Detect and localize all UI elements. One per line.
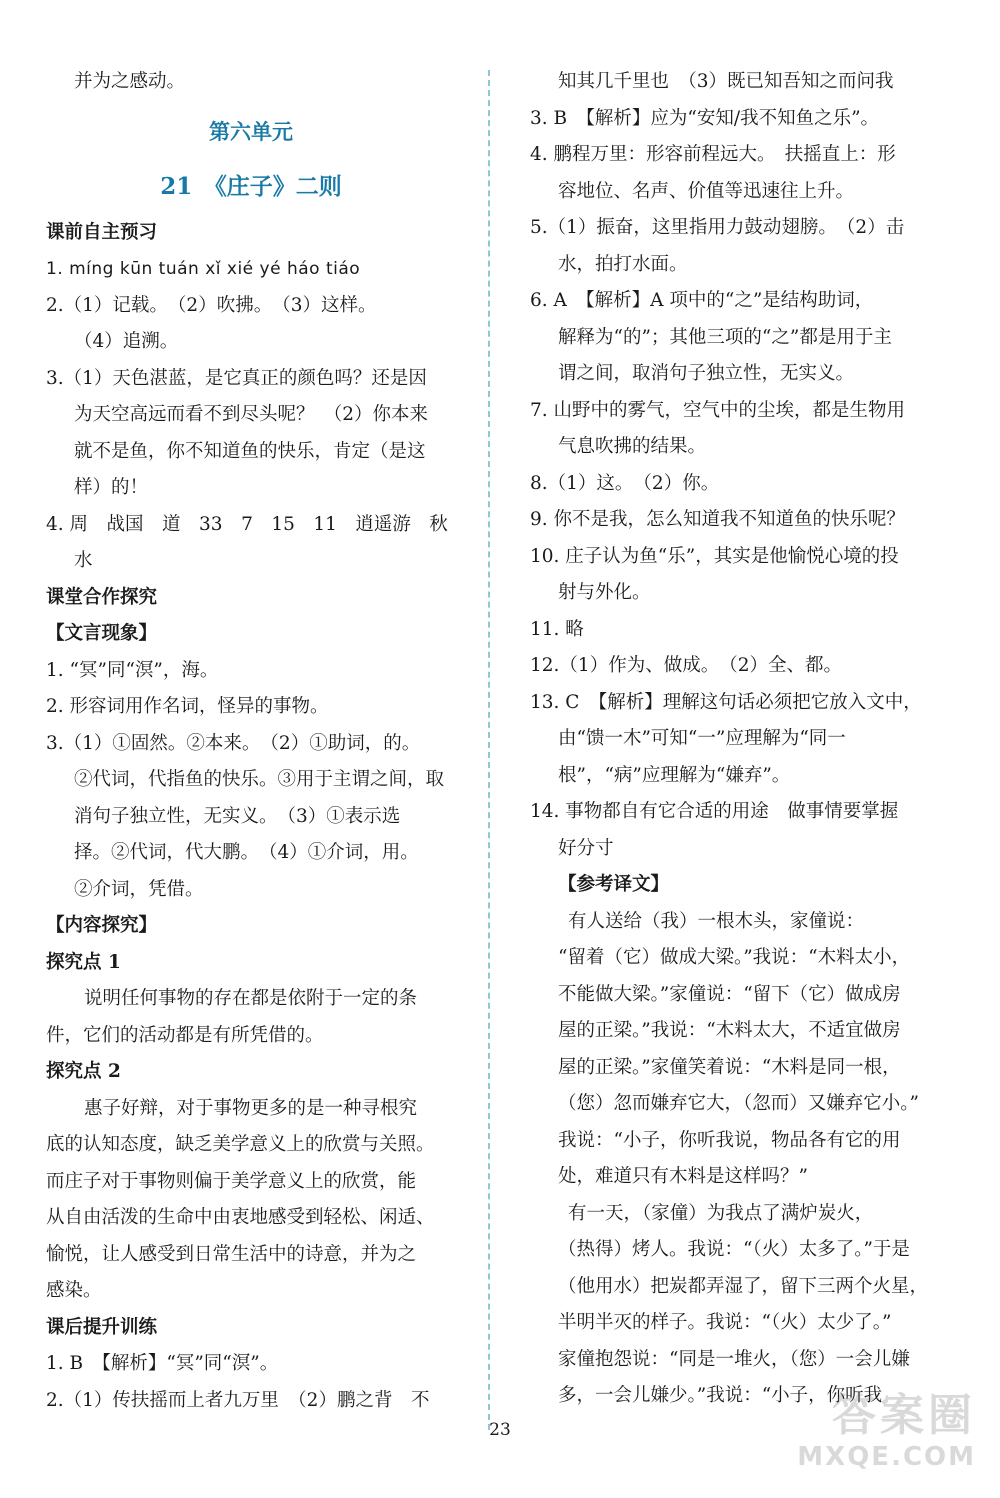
text-line: 2.（1）记载。 （2）吹拂。 （3）这样。: [46, 294, 377, 316]
text-line: 10. 庄子认为鱼“乐”，其实是他愉悦心境的投: [530, 545, 899, 567]
text-line: 探究点 1: [46, 951, 121, 973]
text-line: 惠子好辩，对于事物更多的是一种寻根究: [84, 1097, 418, 1119]
text-line: （他用水）把炭都弄湿了，留下三两个火星，: [558, 1275, 929, 1297]
text-line: 根”，“病”应理解为“嫌弃”。: [558, 764, 791, 786]
text-line: 容地位、名声、价值等迅速往上升。: [558, 180, 855, 202]
text-line: 有人送给（我）一根木头，家僮说：: [568, 910, 865, 932]
text-line: 半明半灭的样子。我说：“（火）太少了。”: [558, 1312, 892, 1333]
text-line: 为天空高远而看不到尽头呢？ （2）你本来: [74, 404, 429, 425]
text-line: 21 《庄子》二则: [160, 172, 342, 200]
text-line: 课后提升训练: [46, 1316, 158, 1338]
text-line: 愉悦，让人感受到日常生活中的诗意，并为之: [46, 1243, 417, 1265]
text-line: （您）忽而嫌弃它大，（忽而）又嫌弃它小。”: [558, 1093, 919, 1114]
text-line: 2. 形容词用作名词，怪异的事物。: [46, 696, 329, 717]
text-line: 8.（1）这。 （2）你。: [530, 472, 720, 494]
text-line: 1. B 【解析】“冥”同“溟”。: [46, 1353, 279, 1374]
text-line: 第六单元: [209, 118, 293, 144]
text-line: 4. 鹏程万里：形容前程远大。 扶摇直上：形: [530, 144, 896, 165]
text-line: 从自由活泼的生命中由衷地感受到轻松、闲适、: [46, 1207, 435, 1228]
text-line: 3.（1）天色湛蓝，是它真正的颜色吗？还是因: [46, 367, 427, 389]
text-line: （热得）烤人。我说：“（火）太多了。”于是: [558, 1239, 910, 1260]
text-line: 我说：“小子，你听我说，物品各有它的用: [558, 1129, 901, 1151]
text-line: 知其几千里也 （3）既已知吾知之而问我: [558, 71, 894, 92]
text-line: 屋的正梁。”我说：“木料太大，不适宜做房: [558, 1020, 901, 1041]
text-line: 水: [74, 550, 93, 571]
text-line: 【文言现象】: [46, 623, 158, 644]
text-line: 3.（1）①固然。②本来。 （2）①助词，的。: [46, 732, 421, 754]
site-watermark: [766, 1390, 976, 1480]
left-column: [46, 64, 456, 1419]
text-line: 件，它们的活动都是有所凭借的。: [46, 1024, 324, 1046]
text-line: 5.（1）振奋，这里指用力鼓动翅膀。 （2）击: [530, 217, 905, 238]
text-line: 底的认知态度，缺乏美学意义上的欣赏与关照。: [46, 1134, 435, 1155]
text-line: 解释为“的”；其他三项的“之”都是用于主: [558, 326, 892, 348]
text-line: 就不是鱼，你不知道鱼的快乐，肯定（是这: [74, 440, 426, 462]
text-line: 说明任何事物的存在都是依附于一定的条: [84, 988, 418, 1009]
text-line: 消句子独立性，无实义。 （3）①表示选: [74, 805, 401, 827]
text-line: 11. 略: [530, 618, 584, 640]
text-line: “留着（它）做成大梁。”我说：“木料太小，: [558, 947, 911, 968]
text-line: 有一天，（家僮）为我点了满炉炭火，: [568, 1202, 874, 1224]
text-line: （4）追溯。: [74, 331, 179, 352]
text-line: 处，难道只有木料是这样吗？”: [558, 1166, 808, 1187]
text-line: 4. 周 战国 道 33 7 15 11 逍遥游 秋: [46, 513, 448, 535]
text-line: 13. C 【解析】理解这句话必须把它放入文中，: [530, 691, 922, 713]
page-number: 23: [489, 1420, 511, 1440]
text-line: 家僮抱怨说：“同是一堆火，（您）一会儿嫌: [558, 1348, 910, 1370]
text-line: 屋的正梁。”家僮笑着说：“木料是同一根，: [558, 1056, 901, 1078]
text-line: 并为之感动。: [74, 71, 186, 92]
text-line: 探究点 2: [46, 1061, 121, 1082]
text-line: 课堂合作探究: [46, 586, 158, 608]
text-line: 择。②代词，代大鹏。 （4）①介词，用。: [74, 842, 419, 863]
text-line: 9. 你不是我，怎么知道我不知道鱼的快乐呢？: [530, 509, 906, 530]
text-line: 1. míng kūn tuán xǐ xié yé háo tiáo: [46, 259, 361, 279]
watermark-url: MXQE.COM: [797, 1442, 976, 1472]
text-line: 7. 山野中的雾气，空气中的尘埃，都是生物用: [530, 399, 906, 421]
text-line: 【参考译文】: [558, 874, 670, 895]
text-line: 而庄子对于事物则偏于美学意义上的欣赏，能: [46, 1170, 417, 1192]
text-line: 谓之间，取消句子独立性，无实义。: [558, 363, 855, 384]
text-line: 课前自主预习: [46, 221, 158, 243]
text-line: 感染。: [46, 1280, 102, 1301]
text-line: 气息吹拂的结果。: [558, 436, 707, 457]
text-line: 水，拍打水面。: [558, 253, 688, 275]
text-line: 14. 事物都自有它合适的用途 做事情要掌握: [530, 801, 899, 822]
text-line: 不能做大梁。”家僮说：“留下（它）做成房: [558, 983, 901, 1005]
text-line: 好分寸: [558, 837, 614, 859]
watermark-logo-text: 答案圈: [832, 1390, 976, 1441]
text-line: 射与外化。: [558, 582, 651, 603]
text-line: 【内容探究】: [46, 915, 158, 936]
text-line: 6. A 【解析】A 项中的“之”是结构助词，: [530, 290, 874, 311]
text-line: 样）的！: [74, 477, 149, 498]
text-line: 由“馈一木”可知“一”应理解为“同一: [558, 728, 846, 749]
text-line: 多，一会儿嫌少。”我说：“小子，你听我: [558, 1385, 883, 1406]
text-line: 2.（1）传扶摇而上者九万里 （2）鹏之背 不: [46, 1389, 430, 1411]
text-line: 1. “冥”同“溟”，海。: [46, 659, 219, 681]
column-divider: [488, 70, 490, 1430]
text-line: ②代词，代指鱼的快乐。③用于主谓之间，取: [74, 769, 445, 790]
text-line: ②介词，凭借。: [74, 878, 204, 900]
text-line: 12.（1）作为、做成。 （2）全、都。: [530, 655, 842, 676]
text-line: 3. B 【解析】应为“安知/我不知鱼之乐”。: [530, 107, 880, 129]
right-column: [530, 64, 940, 1415]
